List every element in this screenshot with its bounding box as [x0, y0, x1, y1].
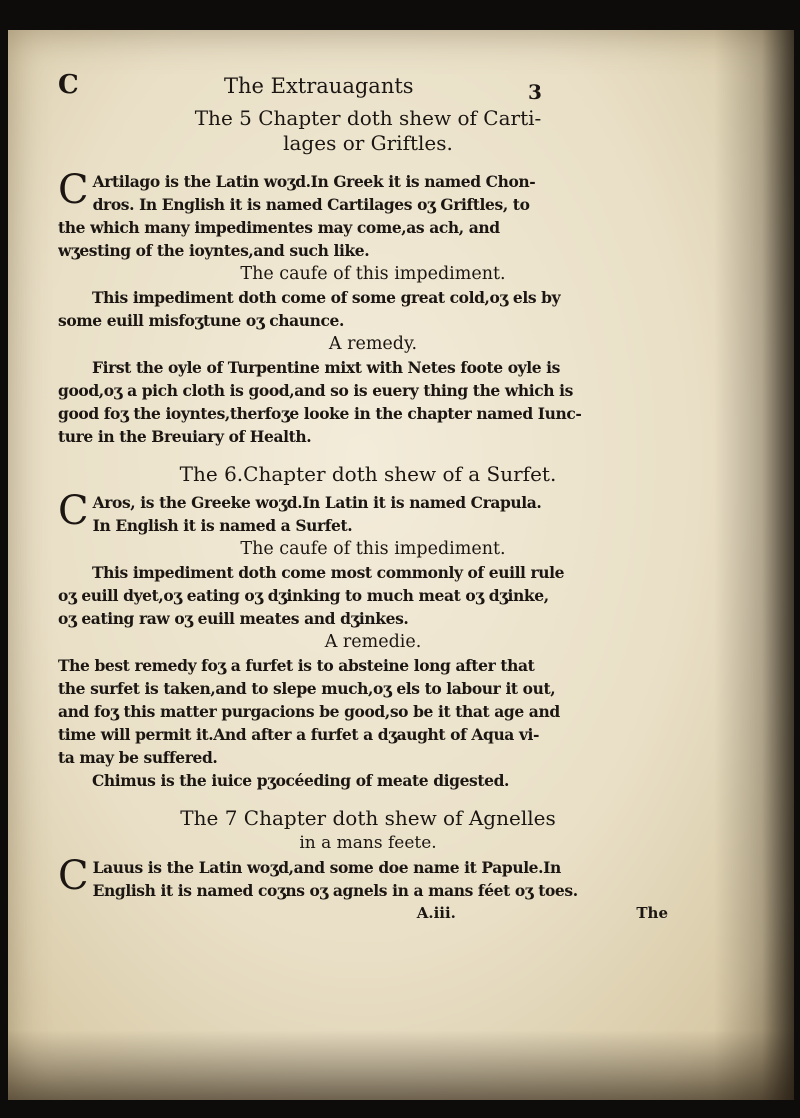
text-line: wʒesting of the ioyntes,and such like.	[58, 241, 370, 260]
remedy-heading: A remedie.	[324, 632, 422, 652]
book-page	[8, 30, 794, 1100]
chapter5-intro	[58, 170, 748, 262]
text-line: the which many impedimentes may come,as ach, and	[58, 218, 500, 237]
text-line: Aros, is the Greeke woʒd.In Latin it is named Crapula.	[92, 493, 542, 512]
text-line: oʒ euill dyet,oʒ eating oʒ dʒinking to much meat oʒ dʒinke,	[58, 586, 549, 605]
text-line: good foʒ the ioyntes,therfoʒe looke in the chapter named Iunc-	[58, 404, 582, 423]
cause-heading: The caufe of this impediment.	[240, 539, 506, 559]
chapter5-title	[8, 106, 748, 156]
catchword: The	[636, 904, 668, 922]
text-line: This impediment doth come most commonly of euill rule	[92, 563, 565, 582]
text-line: In English it is named a Surfet.	[92, 516, 353, 535]
chapter7-intro	[58, 856, 748, 902]
text-line: Lauus is the Latin woʒd,and some doe name it Papule.In	[92, 858, 561, 877]
chapter5-title-line1: The 5 Chapter doth shew of Carti-	[194, 106, 542, 130]
text-line: Chimus is the iuice pʒocéeding of meate digested.	[92, 771, 510, 790]
signature-letter: C	[58, 70, 79, 100]
chapter5-title-line2: lages or Griftles.	[283, 131, 453, 155]
chapter7-title	[8, 806, 748, 856]
text-line: This impediment doth come of some great cold,oʒ els by	[92, 288, 561, 307]
remedy-heading: A remedy.	[328, 334, 418, 354]
chapter7-title-line2: in a mans feete.	[299, 833, 437, 853]
drop-cap: C	[58, 170, 89, 213]
text-line: English it is named coʒns oʒ agnels in a mans féet oʒ toes.	[92, 881, 578, 900]
footer-marks	[58, 902, 668, 924]
text-line: good,oʒ a pich cloth is good,and so is euery thing the which is	[58, 381, 573, 400]
cause-heading: The caufe of this impediment.	[240, 264, 506, 284]
page-number: 3	[528, 80, 542, 104]
text-line: The best remedy foʒ a furfet is to absteine long after that	[58, 656, 535, 675]
text-line: some euill misfoʒtune oʒ chaunce.	[58, 311, 345, 330]
chapter6-title: The 6.Chapter doth shew of a Surfet.	[179, 462, 557, 486]
text-line: time will permit it.And after a furfet a dʒaught of Aqua vi-	[58, 725, 540, 744]
running-title: The Extrauagants	[224, 74, 414, 98]
chapter7-title-line1: The 7 Chapter doth shew of Agnelles	[180, 806, 556, 830]
chapter6-intro	[58, 491, 748, 537]
text-line: First the oyle of Turpentine mixt with Netes foote oyle is	[92, 358, 560, 377]
text-line: oʒ eating raw oʒ euill meates and dʒinkes.	[58, 609, 409, 628]
text-line: and foʒ this matter purgacions be good,so be it that age and	[58, 702, 560, 721]
signature-mark: A.iii.	[416, 904, 456, 922]
text-block	[58, 70, 748, 924]
running-header	[58, 70, 748, 106]
text-line: ture in the Breuiary of Health.	[58, 427, 312, 446]
drop-cap: C	[58, 856, 89, 899]
drop-cap: C	[58, 491, 89, 534]
text-line: the surfet is taken,and to slepe much,oʒ els to labour it out,	[58, 679, 556, 698]
text-line: dros. In English it is named Cartilages oʒ Griftles, to	[92, 195, 530, 214]
text-line: Artilago is the Latin woʒd.In Greek it is named Chon-	[92, 172, 536, 191]
text-line: ta may be suffered.	[58, 748, 218, 767]
